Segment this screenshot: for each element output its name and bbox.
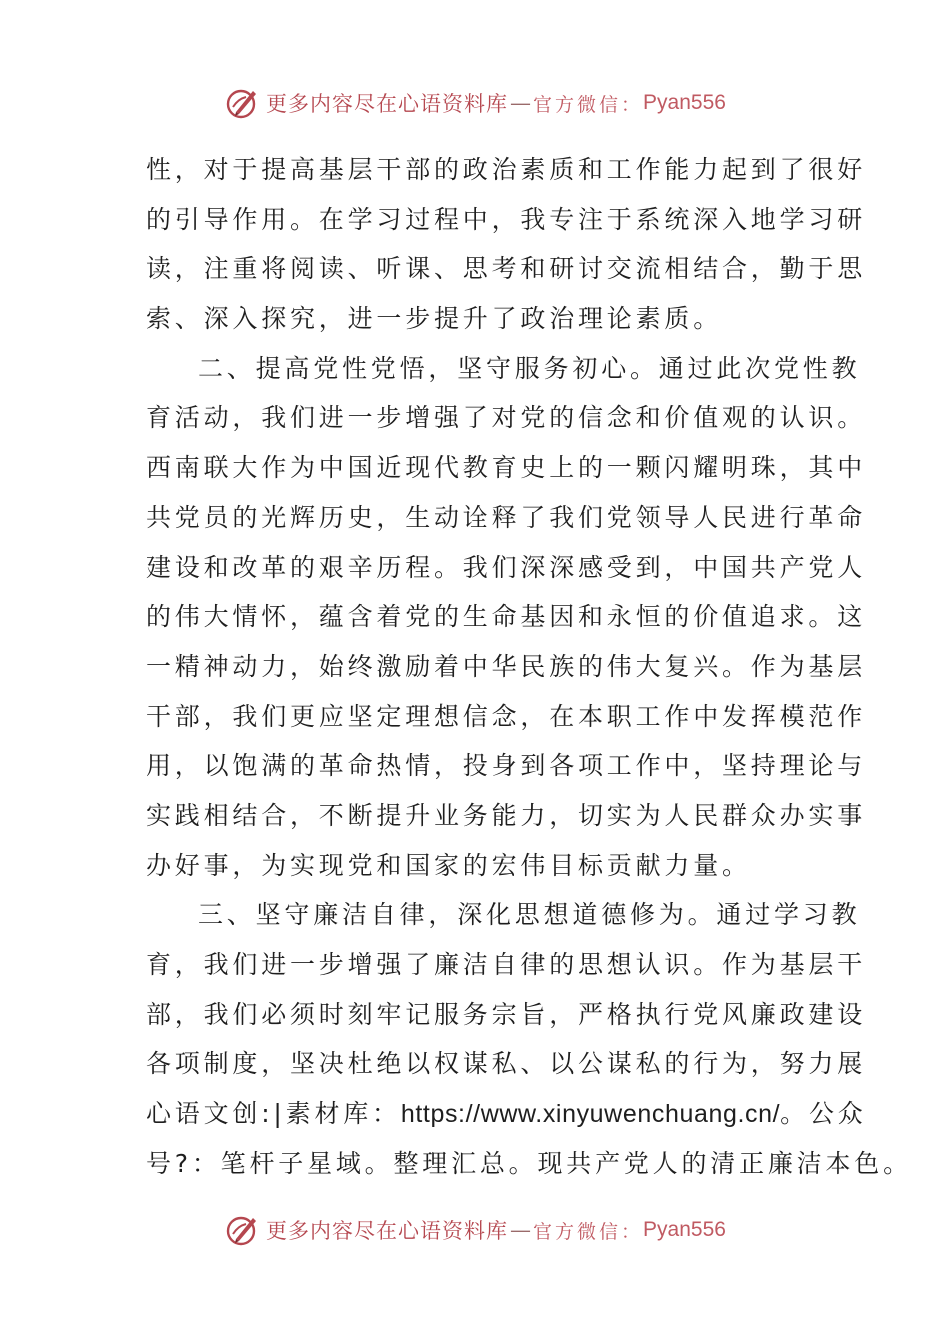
banner-wechat-label: 官方微信：	[533, 93, 644, 116]
text-line: 部，我们必须时刻牢记服务宗旨，严格执行党风廉政建设	[146, 999, 867, 1029]
header-banner	[0, 80, 950, 126]
text-line: 育，我们进一步增强了廉洁自律的思想认识。作为基层干	[146, 950, 867, 979]
text-line: 用，以饱满的革命热情，投身到各项工作中，坚持理论与	[146, 751, 867, 781]
pen-circle-logo-icon	[224, 85, 260, 121]
banner-wechat-id: Pyan556	[643, 1218, 726, 1241]
text-line: 建设和改革的艰辛历程。我们深深感受到，中国共产党人	[146, 552, 867, 582]
banner-wechat-id: Pyan556	[643, 91, 726, 114]
banner-separator: —	[510, 1218, 532, 1242]
text-line: 干部，我们更应坚定理想信念，在本职工作中发挥模范作	[146, 701, 867, 731]
text-line: 各项制度，坚决杜绝以权谋私、以公谋私的行为，努力展	[146, 1049, 867, 1079]
text-line: 性，对于提高基层干部的政治素质和工作能力起到了很好	[146, 155, 867, 184]
text-line: 共党员的光辉历史，生动诠释了我们党领导人民进行革命	[146, 502, 867, 532]
text-line: 的引导作用。在学习过程中，我专注于系统深入地学习研	[146, 204, 867, 234]
pen-circle-logo-icon	[224, 1212, 260, 1248]
banner-separator: —	[510, 91, 532, 115]
source-url-link[interactable]: https://www.xinyuwenchuang.cn/	[400, 1100, 781, 1129]
text-line: 一精神动力，始终激励着中华民族的伟大复兴。作为基层	[146, 651, 867, 681]
text-line: 号?：笔杆子星域。整理汇总。现共产党人的清正廉洁本色。	[146, 1148, 912, 1178]
paragraph-heading-line: 三、坚守廉洁自律，深化思想道德修为。通过学习教	[198, 900, 861, 930]
footer-banner	[0, 1207, 950, 1253]
banner-brand-text: 更多内容尽在心语资料库	[266, 1219, 509, 1243]
document-body	[146, 145, 912, 1188]
text-line: 办好事，为实现党和国家的宏伟目标贡献力量。	[146, 850, 751, 880]
text-line: 的伟大情怀，蕴含着党的生命基因和永恒的价值追求。这	[146, 602, 867, 632]
text-line: 索、深入探究，进一步提升了政治理论素质。	[146, 304, 723, 334]
banner-brand-text: 更多内容尽在心语资料库	[266, 92, 509, 116]
text-line: 育活动，我们进一步增强了对党的信念和价值观的认识。	[146, 403, 867, 433]
banner-wechat-label: 官方微信：	[533, 1220, 644, 1243]
text-line: 读，注重将阅读、听课、思考和研讨交流相结合，勤于思	[146, 254, 867, 284]
text-line-with-url	[146, 1089, 867, 1139]
text-line: 西南联大作为中国近现代教育史上的一颗闪耀明珠，其中	[146, 453, 867, 483]
source-prefix: 心语文创:|素材库：	[146, 1099, 401, 1129]
source-suffix: 。公众	[780, 1099, 867, 1129]
text-line: 实践相结合，不断提升业务能力，切实为人民群众办实事	[146, 800, 867, 830]
paragraph-heading-line: 二、提高党性党悟，坚守服务初心。通过此次党性教	[198, 353, 861, 383]
